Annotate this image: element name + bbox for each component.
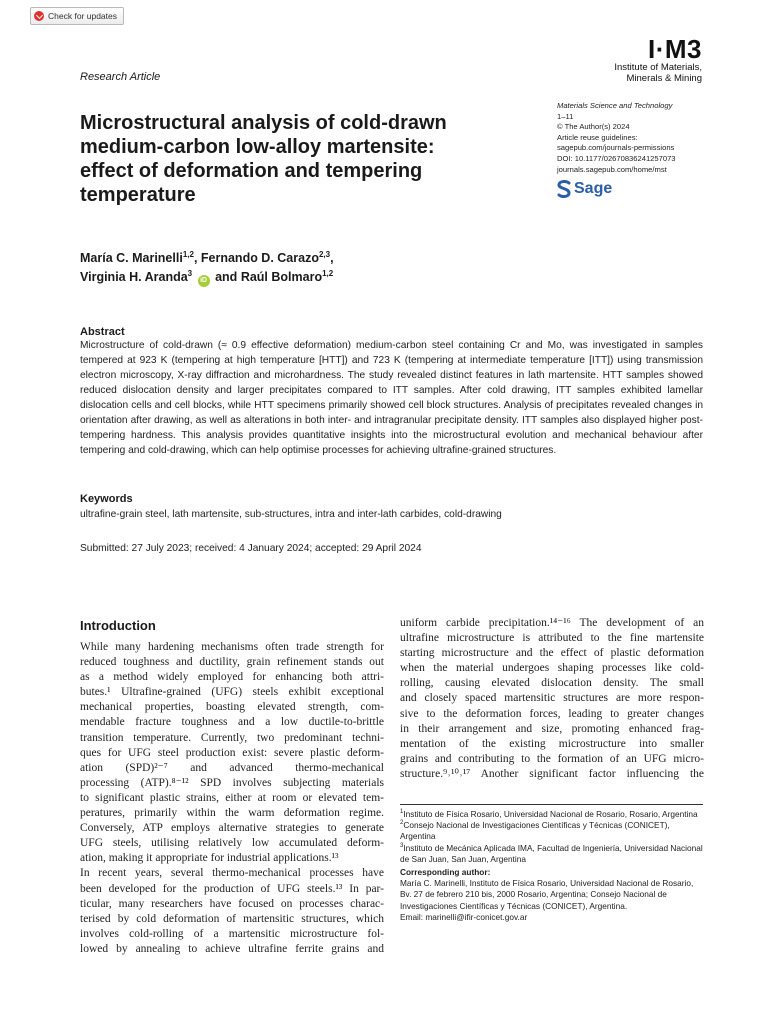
footnotes [400, 809, 705, 923]
body-line: processing (ATP).⁸⁻¹² SPD involves subjecting materials [80, 776, 384, 789]
reuse-label: Article reuse guidelines: [557, 132, 638, 142]
submission-dates: Submitted: 27 July 2023; received: 4 January 2024; accepted: 29 April 2024 [80, 543, 422, 554]
affiliation-text: Instituto de Mecánica Aplicada IMA, Facultad de Ingeniería, Universidad Nacional de San Juan, San Juan, Argentina [400, 842, 703, 864]
journal-link[interactable]: journals.sagepub.com/home/mst [557, 164, 667, 174]
affiliation-number: 2 [400, 820, 404, 827]
logo-mark: I·M3 [648, 34, 702, 64]
introduction-right-column [400, 616, 704, 782]
body-line: mentation of the existing microstructure into smaller [400, 737, 704, 750]
body-line: involves cold-rolling of a martensitic microstructure fol- [80, 927, 384, 940]
body-line: sive to the deformation forces, leading to greater changes [400, 707, 704, 720]
corresponding-author-email[interactable]: Email: marinelli@ifir-conicet.gov.ar [400, 911, 528, 922]
body-line: butes.¹ Ultrafine-grained (UFG) steels exhibit exceptional [80, 686, 384, 699]
author-affiliation: 3 [187, 268, 193, 278]
affiliation-text: Consejo Nacional de Investigaciones Científicas y Técnicas (CONICET), Argentina [400, 820, 670, 842]
body-line: been developed for the production of UFG steels.¹³ In par- [80, 882, 384, 895]
body-line: reduced toughness and ductility, grain refinement stands out [80, 656, 384, 669]
body-line: lowed by annealing to achieve ultrafine ferrite grains and [80, 942, 384, 955]
check-updates-label: Check for updates [48, 11, 117, 21]
body-line: in their arrangement and size, promoting enhanced frag- [400, 722, 704, 735]
affiliation-number: 3 [400, 842, 404, 849]
body-line: starting microstructure and the effect of plastic deformation [400, 647, 704, 660]
body-line: grains and contributing to the formation of an UFG micro- [400, 752, 704, 765]
author-list: María C. Marinelli$^{1,2}$, Fernando D. Carazo$^{2,3}$, Virginia H. Aranda$^3$ iD and Raúl Bolmaro$^{1,2}$ [80, 249, 334, 287]
body-line: uniform carbide precipitation.¹⁴⁻¹⁶ The development of an [400, 617, 704, 629]
journal-name: Materials Science and Technology [557, 101, 673, 110]
body-line: In recent years, several thermo-mechanical processes have [80, 867, 384, 880]
title-line: effect of deformation and tempering [80, 160, 423, 182]
body-line: ultrafine microstructure is attributed to the fine martensite [400, 632, 704, 645]
iom3-logo [562, 36, 702, 84]
title-line: medium-carbon low-alloy martensite: [80, 136, 435, 158]
author-affiliation: 1,2 [322, 268, 334, 278]
body-line: transition temperature. Currently, two predominant techni- [80, 731, 384, 744]
body-line: peratures, primarily within the warm deformation regime. [80, 807, 384, 820]
author-conjunction: and [215, 270, 238, 284]
affiliation-text: Instituto de Física Rosario, Universidad Nacional de Rosario, Rosario, Argentina [403, 809, 698, 819]
page-range: 1–11 [557, 111, 574, 121]
body-line: when the material undergoes shaping processes like cold- [400, 662, 704, 675]
doi-link[interactable]: DOI: 10.1177/02670836241257073 [557, 153, 676, 163]
body-line: as a method widely employed for enhancing both attri- [80, 671, 384, 684]
body-line: ques for UFG steel production exist: severe plastic deform- [80, 746, 384, 759]
affiliation-note [400, 809, 705, 820]
body-line: ation (SPD)²⁻⁷ and advanced thermo-mechanical [80, 761, 384, 774]
introduction-heading: Introduction [80, 618, 156, 633]
sage-label: Sage [574, 180, 613, 197]
body-line: UFG steels, utilising relatively low accumulated deform- [80, 837, 384, 850]
logo-line-2: Minerals & Mining [626, 73, 702, 84]
corresponding-author-text: María C. Marinelli, Instituto de Física Rosario, Universidad Nacional de Rosario, Bv. 27 de febrero 210 bis, 2000 Rosario, Argentina; Consejo Nacional de Investigaciones Científicas y Técnicas (CONICET), Argentina. [400, 878, 694, 911]
author-affiliation: 1,2 [182, 249, 194, 259]
body-line: and closely spaced martensitic structures are more respon- [400, 692, 704, 705]
article-type: Research Article [80, 71, 161, 83]
author-name[interactable]: María C. Marinelli [80, 251, 183, 265]
author-name[interactable]: Virginia H. Aranda [80, 270, 188, 284]
corresponding-author-heading: Corresponding author: [400, 867, 491, 878]
orcid-icon[interactable]: iD [198, 275, 210, 287]
body-line: ation, making it appropriate for industrial applications.¹³ [80, 852, 339, 865]
title-line: Microstructural analysis of cold-drawn [80, 112, 447, 134]
abstract-text: Microstructure of cold-drawn (≈ 0.9 effective deformation) medium-carbon steel containing Cr and Mo, was investigated in samples tempered at 923 K (tempering at high temperature [HTT]) and 723 K (tempering at intermediate temperature [ITT]) using transmission electron microscopy, X-ray diffraction and microhardness. The study revealed distinct features in lath martensite. HTT samples showed reduced dislocation density and larger precipitates compared to ITT samples. After cold drawing, ITT samples exhibited lamellar dislocation cells and cell blocks, while HTT specimens primarily showed cell block structures. Analysis of precipitates revealed changes in orientation after drawing, as well as alterations in both inter- and intragranular precipitate density. ITT samples also displayed higher post-tempering hardness. This analysis provides quantitative insights into the microstructural evolution and mechanical behaviour after tempering and cold-drawing, which can help optimise processes for achieving ultrafine-grained structures. [80, 340, 703, 456]
article-title [80, 111, 520, 207]
affiliation-note [400, 820, 705, 842]
sage-logo [557, 180, 612, 198]
author-name[interactable]: Raúl Bolmaro [240, 270, 323, 284]
body-line: ticular, many researchers have focused on processes charac- [80, 897, 384, 910]
body-line: Conversely, ATP employs alternative strategies to generate [80, 822, 384, 835]
check-for-updates-button[interactable] [30, 7, 124, 25]
body-line: structure.⁹˒¹⁰˒¹⁷ Another significant factor influencing the [400, 767, 704, 780]
footnote-divider [400, 804, 703, 805]
keywords-text: ultrafine-grain steel, lath martensite, sub-structures, intra and inter-lath carbides, cold-drawing [80, 509, 502, 520]
reuse-link[interactable]: sagepub.com/journals-permissions [557, 143, 675, 153]
body-line: mechanical properties, boasting elevated strength, com- [80, 701, 384, 714]
affiliation-number: 1 [400, 809, 404, 816]
body-line: rolling, causing elevated dislocation density. The small [400, 677, 704, 690]
title-line: temperature [80, 184, 196, 206]
abstract-heading: Abstract [80, 326, 125, 338]
sage-s-icon [557, 180, 571, 198]
body-line: to significant plastic strains, either at room or elevated tem- [80, 791, 384, 804]
logo-line-1: Institute of Materials, [614, 62, 702, 73]
copyright: © The Author(s) 2024 [557, 122, 630, 132]
author-affiliation: 2,3 [318, 249, 331, 259]
body-line: While many hardening mechanisms often trade strength for [80, 641, 384, 653]
body-line: terised by cold deformation of martensitic structures, which [80, 912, 384, 925]
introduction-left-column [80, 640, 384, 957]
journal-info [557, 101, 676, 175]
body-line: mendable fracture toughness and a low ductile-to-brittle [80, 716, 384, 729]
keywords-heading: Keywords [80, 493, 133, 505]
check-updates-icon [34, 11, 44, 21]
author-name[interactable]: Fernando D. Carazo [200, 251, 319, 265]
affiliation-note [400, 843, 705, 865]
